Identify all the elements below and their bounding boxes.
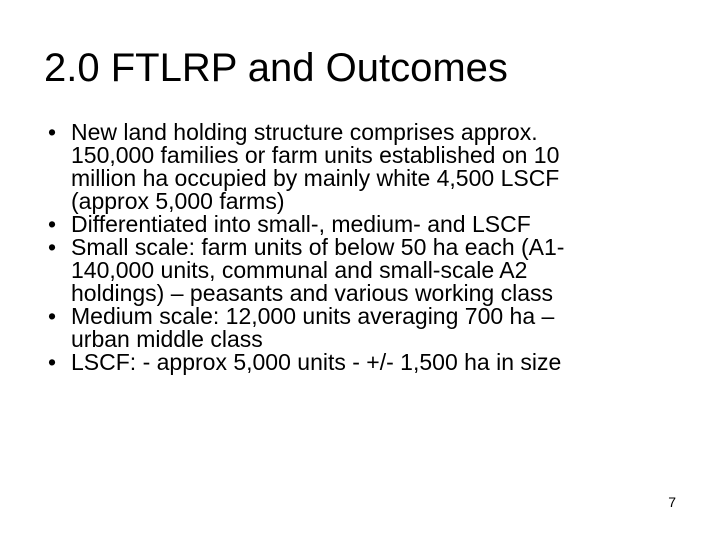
bullet-text-line: Medium scale: 12,000 units averaging 700 ha – <box>71 303 555 329</box>
bullet-text-line: (approx 5,000 farms) <box>71 188 285 214</box>
bullet-marker: • <box>48 119 57 145</box>
bullet-text-line: holdings) – peasants and various working class <box>71 280 553 306</box>
bullet-item <box>48 351 688 374</box>
bullet-marker: • <box>48 234 57 260</box>
bullet-text-line: 140,000 units, communal and small-scale A2 <box>71 257 528 283</box>
bullet-text-line: Small scale: farm units of below 50 ha each (A1- <box>71 234 565 260</box>
bullet-text-line: urban middle class <box>71 326 263 352</box>
bullet-text-line: New land holding structure comprises approx. <box>71 119 538 145</box>
bullet-item <box>48 121 688 213</box>
bullet-text-line: LSCF: - approx 5,000 units - +/- 1,500 ha in size <box>71 349 562 375</box>
bullet-item <box>48 213 688 236</box>
bullet-list <box>48 121 688 374</box>
page-number: 7 <box>668 494 676 510</box>
bullet-marker: • <box>48 349 57 375</box>
bullet-item <box>48 305 688 351</box>
bullet-marker: • <box>48 211 57 237</box>
slide-title: 2.0 FTLRP and Outcomes <box>44 46 508 90</box>
bullet-text-line: million ha occupied by mainly white 4,500 LSCF <box>71 165 560 191</box>
bullet-item <box>48 236 688 305</box>
bullet-marker: • <box>48 303 57 329</box>
bullet-text-line: 150,000 families or farm units established on 10 <box>71 142 560 168</box>
bullet-text-line: Differentiated into small-, medium- and LSCF <box>71 211 531 237</box>
